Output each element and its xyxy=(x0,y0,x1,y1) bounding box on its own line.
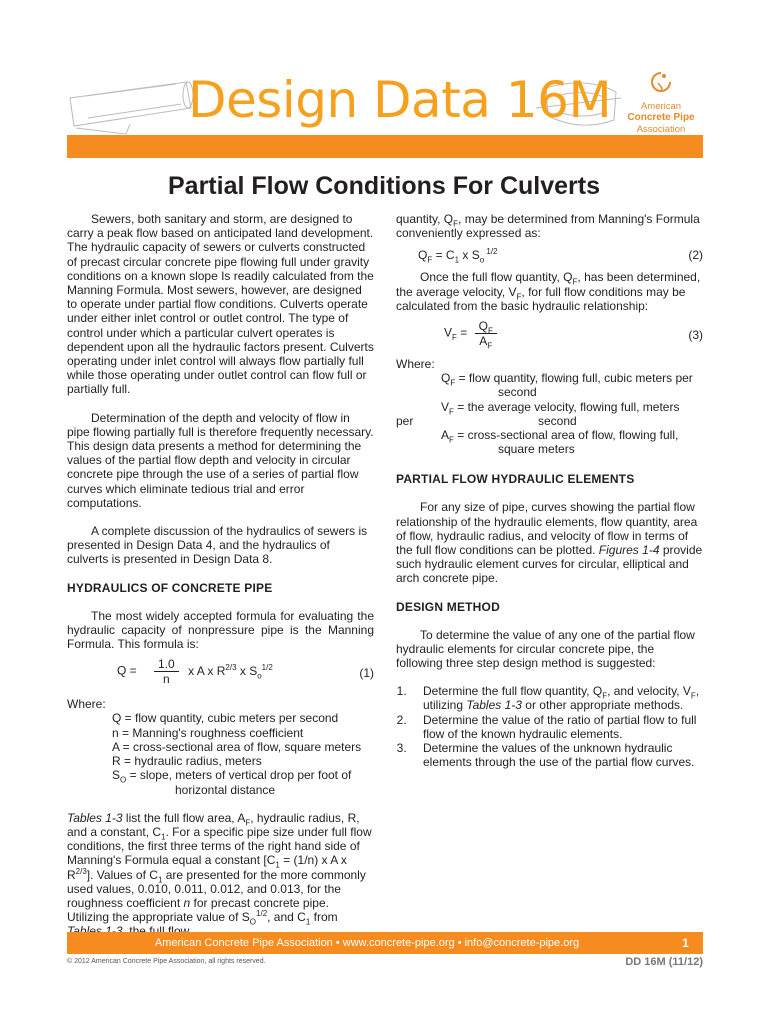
definitions-right xyxy=(396,371,703,457)
logo-line-3: Association xyxy=(636,124,686,135)
eq3-fraction: $\frac{Q_F}{A_F}$ xyxy=(475,319,497,348)
definition-item: $V_F$ = the average velocity, flowing full, meters xyxy=(441,399,680,417)
paragraph-design-method: To determine the value of any one of the partial flow hydraulic elements for circular concrete pipe, the following three step design method is suggested: xyxy=(396,627,695,671)
paragraph-manning: The most widely accepted formula for evaluating the hydraulic capacity of nonpressure pipe is the Manning Formula. This formula is: xyxy=(67,608,374,652)
equation-3: $V_F$ = $\frac{Q_F}{A_F}$ (3) xyxy=(444,319,703,351)
document-title: Partial Flow Conditions For Culverts xyxy=(168,172,600,200)
definition-item: Q = flow quantity, cubic meters per second xyxy=(112,711,339,726)
heading-design-method: DESIGN METHOD xyxy=(396,599,500,614)
eq1-denominator: n xyxy=(163,672,170,687)
where-label-left: Where: xyxy=(67,697,106,712)
document-code: DD 16M (11/12) xyxy=(625,956,703,968)
page-number: 1 xyxy=(682,936,689,950)
header-orange-bar xyxy=(67,135,703,158)
definition-item: $A_F$ = cross-sectional area of flow, flowing full, xyxy=(441,428,679,445)
eq1-number: (1) xyxy=(359,666,374,681)
definition-continuation: second xyxy=(498,385,537,400)
eq1-fraction xyxy=(154,657,179,686)
brand-title-data: Data 16M xyxy=(373,71,612,129)
definitions-left xyxy=(112,711,374,796)
eq3-number: (3) xyxy=(688,328,703,343)
definition-item: n = Manning's roughness coefficient xyxy=(112,725,304,740)
heading-hydraulics: HYDRAULICS OF CONCRETE PIPE xyxy=(67,580,273,595)
definition-item: $Q_F$ = flow quantity, flowing full, cubic meters per xyxy=(441,371,693,388)
paragraph-quantity: quantity, $Q_F$, may be determined from Manning's Formula conveniently expressed as: xyxy=(396,212,700,241)
eq1-lhs: Q = xyxy=(117,663,137,678)
copyright-notice: © 2012 American Concrete Pipe Association, all rights reserved. xyxy=(67,958,266,965)
list-item: 3. Determine the values of the unknown hydraulic elements through the use of the partial flow curves. xyxy=(410,741,703,769)
logo-line-1: American xyxy=(640,101,682,112)
definition-item: $S_O$ = slope, meters of vertical drop per foot of xyxy=(112,768,352,785)
definition-continuation: per second xyxy=(396,413,577,428)
equation-1 xyxy=(67,657,374,691)
equation-2: $Q_F = C_1$ x $S_o$ $^{1/2}$ (2) xyxy=(418,247,703,265)
acpa-logo xyxy=(606,70,716,135)
eq2-number: (2) xyxy=(688,248,703,263)
logo-line-2: Concrete Pipe xyxy=(627,112,695,123)
list-item: 1. Determine the full flow quantity, $Q_F$, and velocity, $V_F$, utilizing Tables 1-3 or other appropriate methods. xyxy=(410,684,703,712)
brand-title xyxy=(188,70,611,130)
brand-title-design: Design xyxy=(188,71,358,129)
eq1-numerator: 1.0 xyxy=(154,657,179,672)
paragraph-determination: Determination of the depth and velocity of flow in pipe flowing partially full is therefore frequently necessary. This design data presents a method for determining the values of the partial flow depth and velocity in circular concrete pipe through the use of a series of partial flow curves which eliminate tedious trial and error computations. xyxy=(67,410,374,510)
paragraph-discussion: A complete discussion of the hydraulics of sewers is presented in Design Data 4, and the hydraulics of culverts is presented in Design Data 8. xyxy=(67,524,368,567)
left-column xyxy=(67,212,374,939)
definition-continuation: square meters xyxy=(498,442,575,457)
definition-item: R = hydraulic radius, meters xyxy=(112,754,262,769)
list-item: 2. Determine the value of the ratio of partial flow to full flow of the known hydraulic elements. xyxy=(410,713,703,741)
definition-item: A = cross-sectional area of flow, square meters xyxy=(112,739,362,754)
paragraph-velocity: Once the full flow quantity, $Q_F$, has been determined, the average velocity, $V_F$, for full flow conditions may be calculated from the basic hydraulic relationship: xyxy=(396,270,701,313)
acpa-logo-mark-icon xyxy=(650,70,672,96)
definition-continuation: horizontal distance xyxy=(175,782,276,797)
right-column xyxy=(396,212,703,769)
design-steps-list xyxy=(396,684,703,769)
footer-contact: American Concrete Pipe Association • www.concrete-pipe.org • info@concrete-pipe.org xyxy=(154,937,580,949)
where-label-right: Where: xyxy=(396,357,435,372)
heading-partial-flow: PARTIAL FLOW HYDRAULIC ELEMENTS xyxy=(396,472,635,487)
eq1-rhs: x A x $R^{2/3}$ x $S_o^{1/2}$ xyxy=(188,662,273,681)
paragraph-intro: Sewers, both sanitary and storm, are designed to carry a peak flow based on anticipated land development. The hydraulic capacity of sewers or culverts constructed of precast circular concrete pipe flowing full under gravity conditions on a known slope Is readily calculated from the Manning Formula. Most sewers, however, are designed to operate under partial flow conditions. Culverts operate under either inlet control or outlet control. The type of control under which a particular culvert operates is dependent upon all the hydraulic factors present. Culverts operating under inlet control will always flow partially full while those operating under outlet control can flow full or partially full. xyxy=(67,212,374,397)
paragraph-partial-flow: For any size of pipe, curves showing the partial flow relationship of the hydraulic elements, flow quantity, area of flow, hydraulic radius, and velocity of flow in terms of the full flow conditions can be plotted. Figures 1-4 provide such hydraulic element curves for circular, elliptical and arch concrete pipe. xyxy=(396,500,703,586)
paragraph-tables: Tables 1-3 list the full flow area, $A_F$, hydraulic radius, R, and a constant, $C_1$. For a specific pipe size under full flow conditions, the first three terms of the right hand side of Manning's Formula equal a constant [$C_1 = (1/n)$ x A x $R^{2/3}$]. Values of $C_1$ are presented for the more commonly used values, 0.010, 0.011, 0.012, and 0.013, for the roughness coefficient n for precast concrete pipe. Utilizing the appropriate value of $S_O^{1/2}$, and $C_1$ from xyxy=(67,810,372,927)
